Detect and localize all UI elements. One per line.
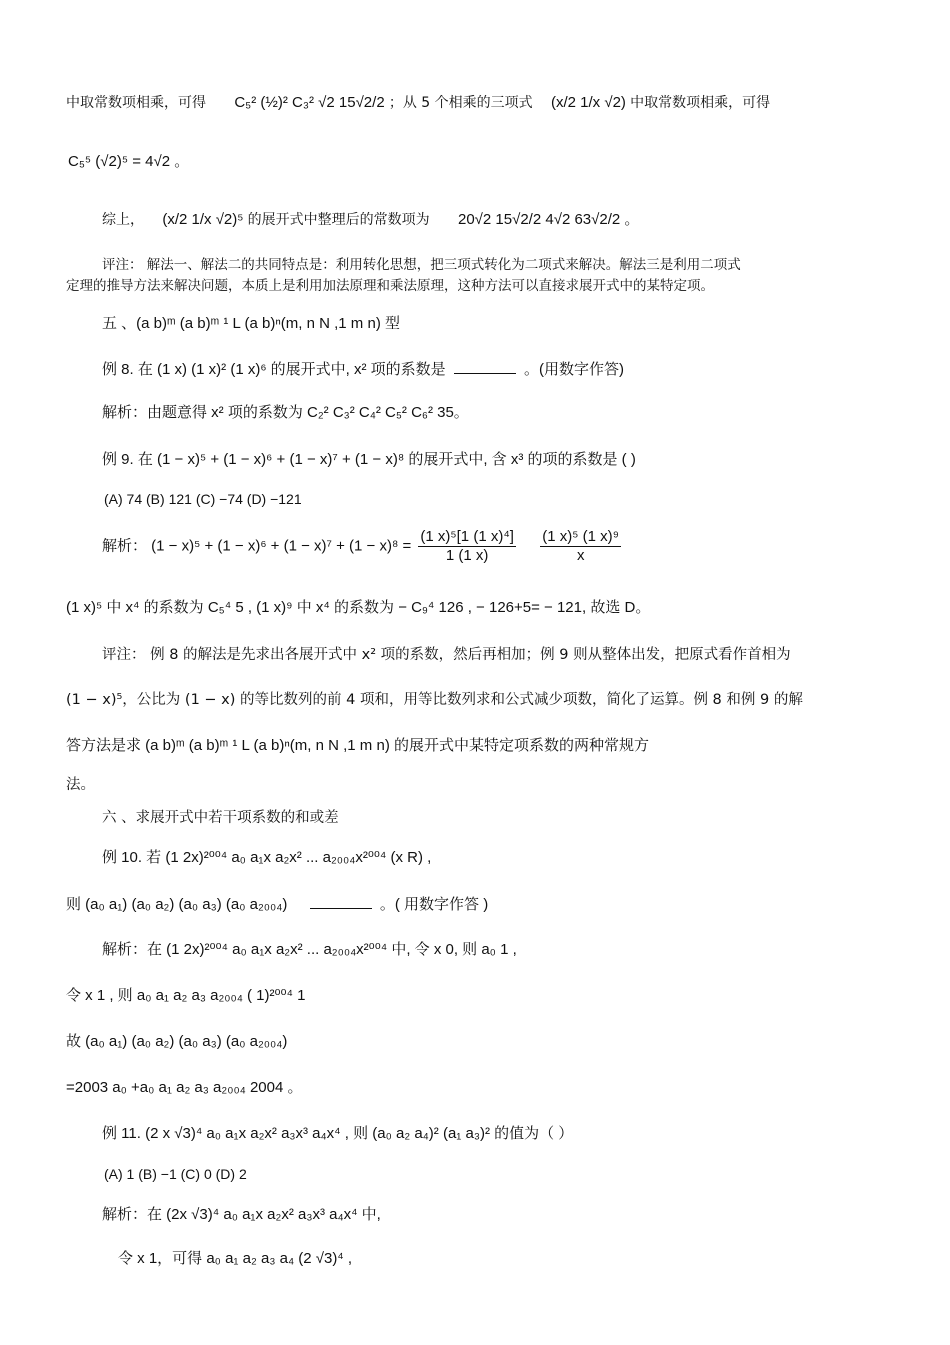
line-1 <box>66 93 770 113</box>
denominator: 1 (1 x) <box>418 546 516 565</box>
line-7 <box>102 359 624 380</box>
answer-blank[interactable] <box>310 894 372 909</box>
text-frag: 。(用数字作答) <box>524 361 625 378</box>
math-frag: 解析： (1 − x)⁵ + (1 − x)⁶ + (1 − x)⁷ + (1 − x)⁸ = <box>102 537 412 555</box>
math-frag: 例 8. 在 (1 x) (1 x)² (1 x)⁶ 的展开式中, x² 项的系数是 <box>102 361 446 378</box>
fraction <box>540 528 621 565</box>
line-27: 令 x 1，可得 a₀ a₁ a₂ a₃ a₄ (2 √3)⁴ , <box>118 1250 353 1267</box>
line-9: 例 9. 在 (1 − x)⁵ + (1 − x)⁶ + (1 − x)⁷ + (1 − x)⁸ 的展开式中, 含 x³ 的项的系数是 ( ) <box>102 451 636 468</box>
line-5: 定理的推导方法来解决问题，本质上是利用加法原理和乘法原理，这种方法可以直接求展开式中的某特定项。 <box>66 278 714 294</box>
text-frag: 。( 用数字作答 ) <box>379 896 489 913</box>
numerator: (1 x)⁵ (1 x)⁹ <box>542 528 620 545</box>
line-14: (1 − x)⁵，公比为 (1 − x) 的等比数列的前 4 项和，用等比数列求和公式减少项数，简化了运算。例 8 和例 9 的解 <box>66 692 803 708</box>
text-frag: 中取常数项相乘，可得 <box>630 95 771 111</box>
line-16: 法。 <box>66 777 95 793</box>
text-frag: 中取常数项相乘，可得 <box>66 95 206 111</box>
line-19 <box>66 894 488 915</box>
line-26: 解析：在 (2x √3)⁴ a₀ a₁x a₂x² a₃x³ a₄x⁴ 中, <box>102 1206 381 1223</box>
math-frag: C₅² (½)² C₃² √2 15√2/2 <box>234 94 385 111</box>
text-frag: 的展开式中整理后的常数项为 <box>247 212 430 228</box>
line-12: (1 x)⁵ 中 x⁴ 的系数为 C₅⁴ 5 , (1 x)⁹ 中 x⁴ 的系数为 − C₉⁴ 126 , − 126+5= − 121, 故选 D。 <box>66 599 651 616</box>
math-frag: C₅⁵ (√2)⁵ = 4√2 <box>68 153 171 170</box>
line-6: 五 、(a b)ᵐ (a b)ᵐ ¹ L (a b)ⁿ(m, n N ,1 m n) 型 <box>102 315 400 332</box>
line-21: 令 x 1 , 则 a₀ a₁ a₂ a₃ a₂₀₀₄ ( 1)²⁰⁰⁴ 1 <box>66 987 306 1004</box>
fraction <box>418 528 516 565</box>
line-25: (A) 1 (B) −1 (C) 0 (D) 2 <box>104 1166 247 1182</box>
line-24: 例 11. (2 x √3)⁴ a₀ a₁x a₂x² a₃x³ a₄x⁴ , 则 (a₀ a₂ a₄)² (a₁ a₃)² 的值为（ ） <box>102 1125 574 1142</box>
math-frag: 则 (a₀ a₁) (a₀ a₂) (a₀ a₃) (a₀ a₂₀₀₄) <box>66 896 288 913</box>
line-23: =2003 a₀ +a₀ a₁ a₂ a₃ a₂₀₀₄ 2004 。 <box>66 1079 303 1096</box>
line-10: (A) 74 (B) 121 (C) −74 (D) −121 <box>104 491 302 507</box>
text-frag: ；从 5 个相乘的三项式 <box>388 95 533 111</box>
line-8: 解析：由题意得 x² 项的系数为 C₂² C₃² C₄² C₅² C₆² 35。 <box>102 404 469 421</box>
text-frag: 综上， <box>102 212 144 228</box>
math-frag: 20√2 15√2/2 4√2 63√2/2 <box>458 211 621 228</box>
denominator: x <box>540 546 621 565</box>
line-22: 故 (a₀ a₁) (a₀ a₂) (a₀ a₃) (a₀ a₂₀₀₄) <box>66 1033 288 1050</box>
line-15: 答方法是求 (a b)ᵐ (a b)ᵐ ¹ L (a b)ⁿ(m, n N ,1 m n) 的展开式中某特定项系数的两种常规方 <box>66 737 649 754</box>
line-20: 解析：在 (1 2x)²⁰⁰⁴ a₀ a₁x a₂x² ... a₂₀₀₄x²⁰⁰⁴ 中, 令 x 0, 则 a₀ 1 , <box>102 941 517 958</box>
line-11 <box>102 528 624 565</box>
answer-blank[interactable] <box>454 359 516 374</box>
text-frag: 。 <box>624 211 640 228</box>
math-frag: (x/2 1/x √2) <box>551 94 626 111</box>
numerator: (1 x)⁵[1 (1 x)⁴] <box>420 528 514 545</box>
line-18: 例 10. 若 (1 2x)²⁰⁰⁴ a₀ a₁x a₂x² ... a₂₀₀₄x²⁰⁰⁴ (x R) , <box>102 849 432 866</box>
math-frag: (x/2 1/x √2)⁵ <box>162 211 244 228</box>
line-13: 评注： 例 8 的解法是先求出各展开式中 x² 项的系数，然后再相加；例 9 则从整体出发，把原式看作首相为 <box>102 647 791 663</box>
line-3 <box>102 210 639 230</box>
text-frag: 。 <box>174 153 190 170</box>
line-2 <box>68 152 189 172</box>
line-4: 评注： 解法一、解法二的共同特点是：利用转化思想，把三项式转化为二项式来解决。解法三是利用二项式 <box>102 257 741 273</box>
line-17: 六 、求展开式中若干项系数的和或差 <box>102 810 339 826</box>
